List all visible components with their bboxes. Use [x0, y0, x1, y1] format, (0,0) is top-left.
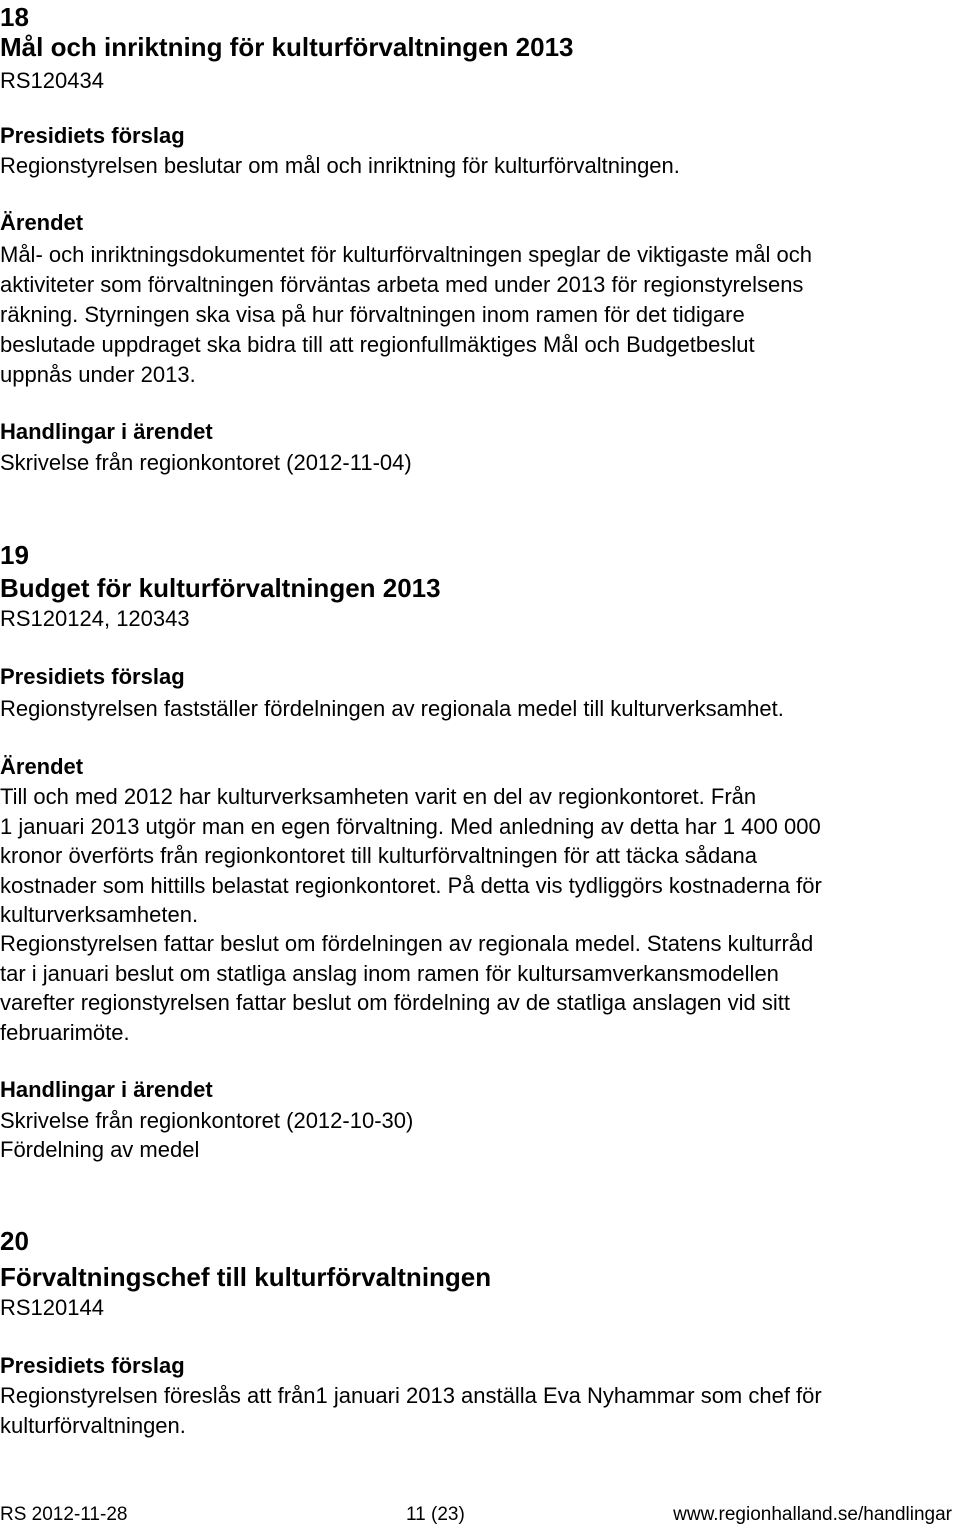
matter-text: Regionstyrelsen fattar beslut om fördelningen av regionala medel. Statens kulturråd	[0, 931, 814, 956]
item-number: 19	[0, 540, 29, 570]
docs-heading: Handlingar i ärendet	[0, 419, 213, 444]
item-title: Budget för kulturförvaltningen 2013	[0, 573, 441, 603]
item-title: Mål och inriktning för kulturförvaltningen 2013	[0, 32, 574, 62]
footer-website: www.regionhalland.se/handlingar	[673, 1504, 952, 1525]
matter-text: kulturverksamheten.	[0, 902, 199, 927]
proposal-text: Regionstyrelsen beslutar om mål och inriktning för kulturförvaltningen.	[0, 153, 680, 178]
proposal-heading: Presidiets förslag	[0, 123, 185, 148]
footer-date: RS 2012-11-28	[0, 1504, 128, 1525]
proposal-text: kulturförvaltningen.	[0, 1413, 186, 1438]
matter-text: kronor överförts från regionkontoret till kulturförvaltningen för att täcka sådana	[0, 843, 757, 868]
matter-text: beslutade uppdraget ska bidra till att regionfullmäktiges Mål och Budgetbeslut	[0, 332, 755, 357]
matter-text: 1 januari 2013 utgör man en egen förvaltning. Med anledning av detta har 1 400 000	[0, 814, 821, 839]
matter-text: tar i januari beslut om statliga anslag inom ramen för kultursamverkansmodellen	[0, 961, 779, 986]
docs-item: Skrivelse från regionkontoret (2012-10-30)	[0, 1108, 414, 1133]
matter-text: Till och med 2012 har kulturverksamheten varit en del av regionkontoret. Från	[0, 784, 757, 809]
matter-text: februarimöte.	[0, 1020, 130, 1045]
item-ref: RS120144	[0, 1295, 104, 1320]
matter-text: kostnader som hittills belastat regionkontoret. På detta vis tydliggörs kostnaderna för	[0, 873, 822, 898]
docs-item: Skrivelse från regionkontoret (2012-11-04)	[0, 450, 412, 475]
matter-text: räkning. Styrningen ska visa på hur förvaltningen inom ramen för det tidigare	[0, 302, 745, 327]
docs-heading: Handlingar i ärendet	[0, 1077, 213, 1102]
matter-text: varefter regionstyrelsen fattar beslut om fördelning av de statliga anslagen vid sitt	[0, 990, 790, 1015]
item-ref: RS120434	[0, 68, 104, 93]
matter-text: aktiviteter som förvaltningen förväntas arbeta med under 2013 för regionstyrelsens	[0, 272, 804, 297]
proposal-heading: Presidiets förslag	[0, 664, 185, 689]
matter-heading: Ärendet	[0, 754, 84, 779]
proposal-text: Regionstyrelsen fastställer fördelningen av regionala medel till kulturverksamhet.	[0, 696, 784, 721]
docs-item: Fördelning av medel	[0, 1137, 200, 1162]
item-number: 18	[0, 2, 29, 32]
matter-text: Mål- och inriktningsdokumentet för kulturförvaltningen speglar de viktigaste mål och	[0, 242, 812, 267]
item-title: Förvaltningschef till kulturförvaltningen	[0, 1262, 492, 1292]
item-number: 20	[0, 1226, 29, 1256]
footer-page-number: 11 (23)	[406, 1504, 465, 1525]
matter-text: uppnås under 2013.	[0, 362, 196, 387]
item-ref: RS120124, 120343	[0, 606, 190, 631]
matter-heading: Ärendet	[0, 210, 84, 235]
proposal-heading: Presidiets förslag	[0, 1353, 185, 1378]
proposal-text: Regionstyrelsen föreslås att från1 januari 2013 anställa Eva Nyhammar som chef för	[0, 1383, 822, 1408]
